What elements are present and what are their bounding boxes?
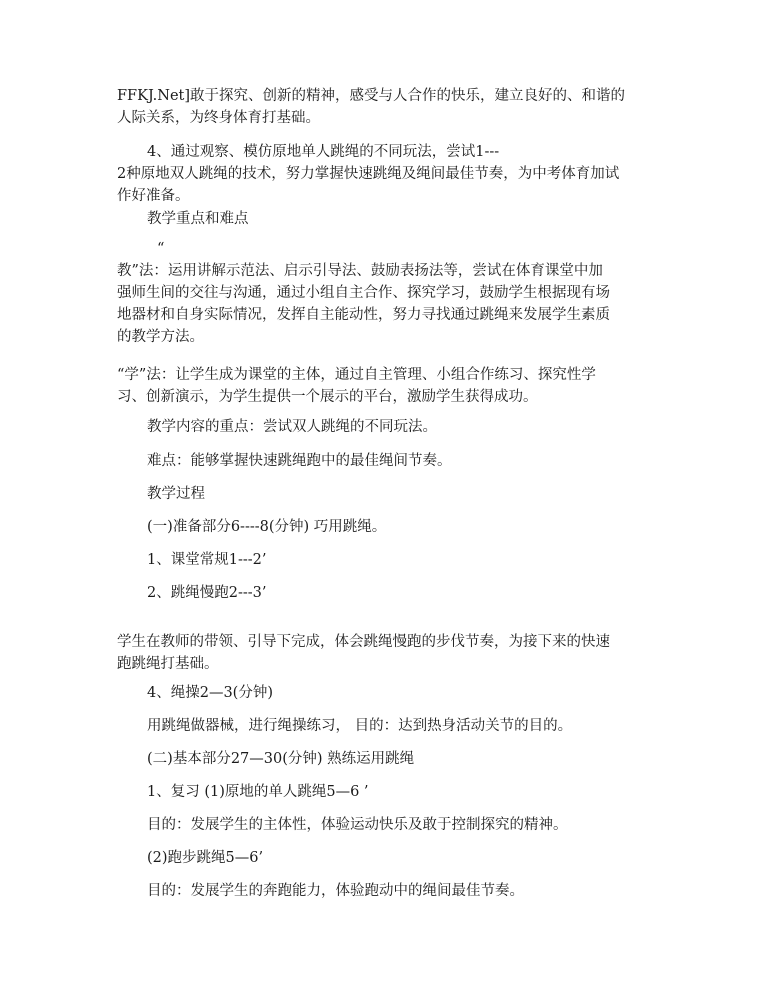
paragraph-key-content: [117, 416, 657, 438]
paragraph-learning-method: [117, 364, 657, 408]
paragraph-goal-2: [117, 880, 657, 902]
paragraph-preparation: [117, 516, 657, 538]
paragraph-line: 4、绳操2—3(分钟): [147, 685, 273, 701]
paragraph-rope-exercise: [117, 682, 657, 704]
paragraph-line: 2、跳绳慢跑2---3’: [147, 585, 267, 601]
paragraph-line: 2种原地双人跳绳的技术，努力掌握快速跳绳及绳间最佳节奏，为中考体育加试: [117, 166, 620, 182]
paragraph-line: 目的：发展学生的奔跑能力，体验跑动中的绳间最佳节奏。: [147, 883, 524, 899]
paragraph-basic-part: [117, 748, 657, 770]
paragraph-line: (二)基本部分27—30(分钟) 熟练运用跳绳: [147, 751, 415, 767]
paragraph-class-routine: [117, 549, 657, 571]
paragraph-line: 4、通过观察、模仿原地单人跳绳的不同玩法，尝试1---: [147, 144, 500, 160]
paragraph-line: 强师生间的交往与沟通，通过小组自主合作、探究学习，鼓励学生根据现有场: [117, 285, 610, 301]
paragraph-line: 教”法：运用讲解示范法、启示引导法、鼓励表扬法等，尝试在体育课堂中加: [117, 263, 603, 279]
section-heading-key-points: [117, 208, 657, 230]
paragraph-line: 习、创新演示，为学生提供一个展示的平台，激励学生获得成功。: [117, 389, 538, 405]
paragraph-line: 的教学方法。: [117, 329, 204, 345]
paragraph-2: [117, 141, 657, 207]
paragraph-line: 难点：能够掌握快速跳绳跑中的最佳绳间节奏。: [147, 453, 452, 469]
paragraph-line: 学生在教师的带领、引导下完成，体会跳绳慢跑的步伐节奏，为接下来的快速: [117, 634, 610, 650]
paragraph-running-rope: [117, 847, 657, 869]
paragraph-line: (一)准备部分6----8(分钟) 巧用跳绳。: [147, 519, 387, 535]
paragraph-line: 作好准备。: [117, 188, 190, 204]
paragraph-line: 1、课堂常规1---2’: [147, 552, 267, 568]
paragraph-teaching-method: [117, 238, 657, 348]
paragraph-student-guided: [117, 631, 657, 675]
paragraph-line: 人际关系，为终身体育打基础。: [117, 110, 320, 126]
paragraph-line: FFKJ.Net]敢于探究、创新的精神，感受与人合作的快乐，建立良好的、和谐的: [117, 88, 625, 104]
paragraph-goal-1: [117, 814, 657, 836]
paragraph-review: [117, 781, 657, 803]
heading-text: 教学过程: [147, 486, 205, 502]
paragraph-line: “学”法：让学生成为课堂的主体，通过自主管理、小组合作练习、探究性学: [117, 367, 596, 383]
paragraph-rope-jogging: [117, 582, 657, 604]
paragraph-1: [117, 85, 657, 129]
paragraph-line: 用跳绳做器械，进行绳操练习， 目的：达到热身活动关节的目的。: [147, 718, 573, 734]
paragraph-line: 教学内容的重点：尝试双人跳绳的不同玩法。: [147, 419, 437, 435]
paragraph-line: 跑跳绳打基础。: [117, 656, 219, 672]
paragraph-rope-equipment: [117, 715, 657, 737]
heading-text: 教学重点和难点: [147, 211, 249, 227]
opening-quote-mark: “: [157, 241, 165, 257]
paragraph-line: (2)跑步跳绳5—6’: [147, 850, 264, 866]
section-heading-process: [117, 483, 657, 505]
paragraph-line: 目的：发展学生的主体性，体验运动快乐及敢于控制探究的精神。: [147, 817, 568, 833]
paragraph-difficulty: [117, 450, 657, 472]
paragraph-line: 地器材和自身实际情况，发挥自主能动性，努力寻找通过跳绳来发展学生素质: [117, 307, 610, 323]
paragraph-line: 1、复习 (1)原地的单人跳绳5—6 ’: [147, 784, 369, 800]
